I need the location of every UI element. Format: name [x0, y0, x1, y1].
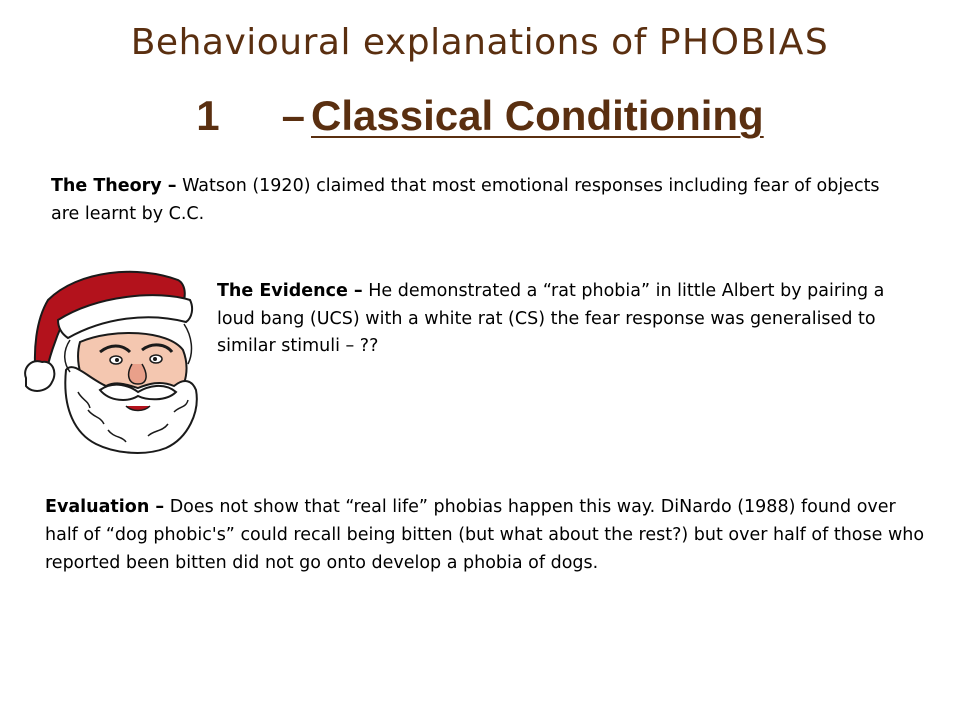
theory-lead: The Theory –	[51, 176, 177, 196]
subtitle-number: 1	[196, 92, 220, 139]
theory-paragraph	[51, 172, 891, 228]
santa-clipart-icon	[18, 260, 203, 455]
evaluation-paragraph	[45, 493, 925, 577]
subtitle-text: Classical Conditioning	[311, 92, 764, 139]
title-accent: PHOBIAS	[658, 22, 830, 63]
evaluation-lead: Evaluation –	[45, 497, 165, 517]
evidence-lead: The Evidence –	[217, 281, 363, 301]
evidence-text: He demonstrated a “rat phobia” in little Albert by pairing a loud bang (UCS) with a white rat (CS) the fear response was generalised to similar stimuli – ??	[217, 281, 885, 356]
slide-title	[0, 22, 960, 63]
evaluation-text: Does not show that “real life” phobias happen this way. DiNardo (1988) found over half of “dog phobic's” could recall being bitten (but what about the rest?) but over half of those who reported been bitten did not go onto develop a phobia of dogs.	[45, 497, 925, 573]
theory-text: Watson (1920) claimed that most emotional responses including fear of objects are learnt by C.C.	[51, 176, 880, 224]
subtitle-dash: –	[281, 92, 305, 139]
title-main: Behavioural explanations of	[130, 22, 659, 63]
evidence-paragraph	[217, 278, 907, 361]
slide-subtitle	[0, 92, 960, 140]
